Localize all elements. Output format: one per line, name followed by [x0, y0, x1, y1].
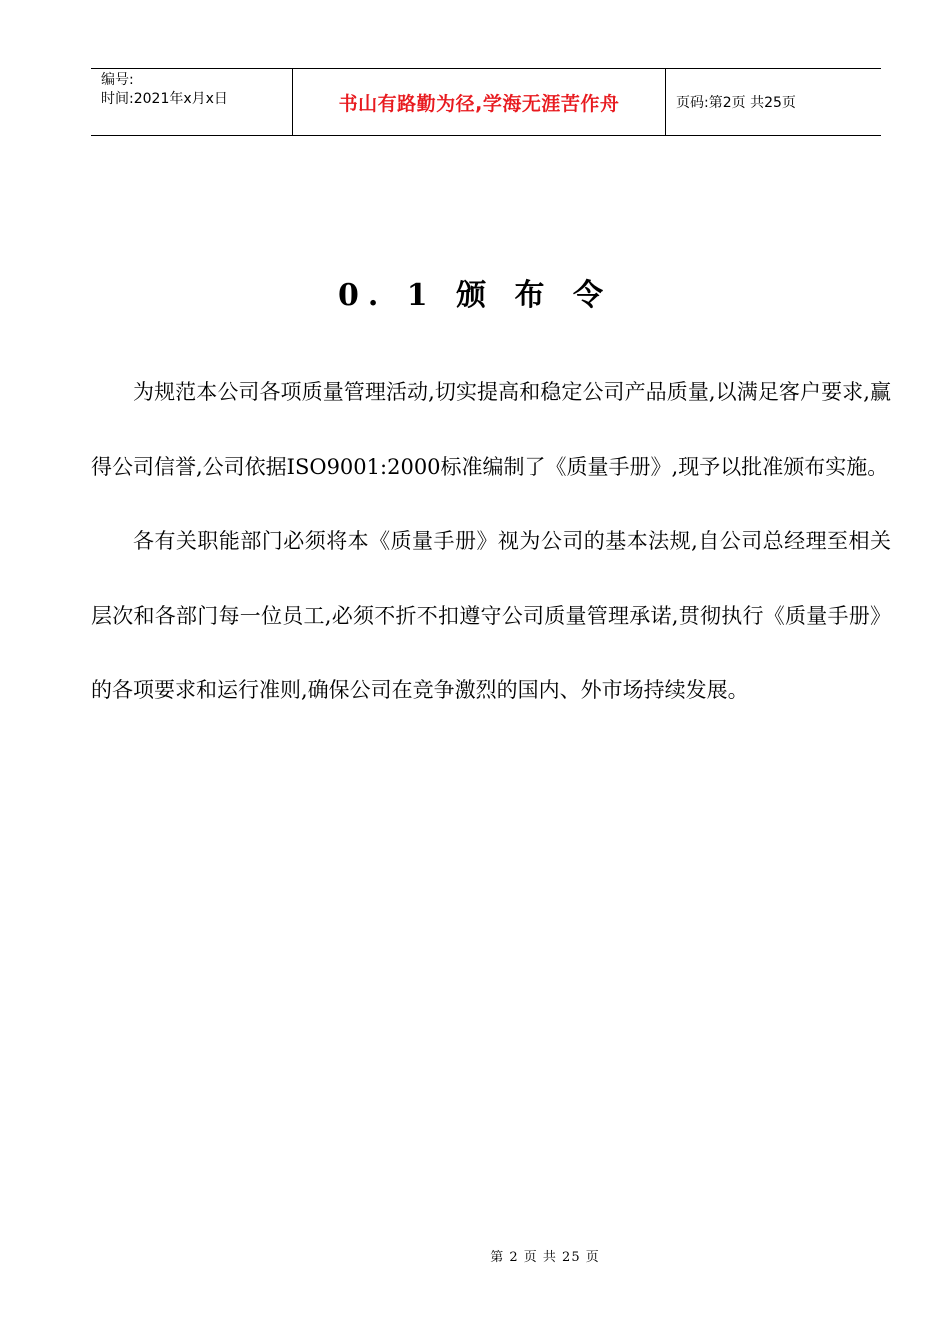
document-body [91, 355, 891, 728]
header-motto: 书山有路勤为径,学海无涯苦作舟 [293, 69, 666, 135]
page-header [91, 68, 881, 136]
page-footer: 第 2 页 共 25 页 [490, 1250, 600, 1265]
document-time-label: 时间:2021年x月x日 [101, 91, 228, 107]
document-title: 0. 1 颁 布 令 [338, 278, 612, 313]
body-paragraph: 为规范本公司各项质量管理活动,切实提高和稳定公司产品质量,以满足客户要求,赢得公司信誉,公司依据ISO9001:2000标准编制了《质量手册》,现予以批准颁布实施。 [91, 380, 891, 479]
body-paragraph: 各有关职能部门必须将本《质量手册》视为公司的基本法规,自公司总经理至相关层次和各部门每一位员工,必须不折不扣遵守公司质量管理承诺,贯彻执行《质量手册》的各项要求和运行准则,确保公司在竞争激烈的国内、外市场持续发展。 [91, 529, 891, 702]
header-meta-cell [91, 69, 293, 135]
document-number-label: 编号: [101, 72, 134, 88]
header-page-info: 页码:第2页 共25页 [676, 95, 796, 111]
